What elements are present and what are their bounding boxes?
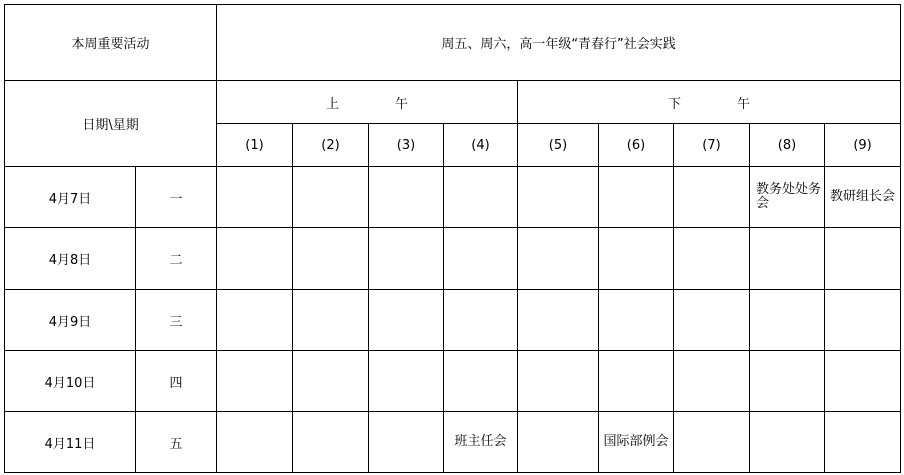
- weekday-cell: 五: [136, 412, 217, 473]
- schedule-cell: [674, 228, 750, 290]
- afternoon-header: 下 午: [518, 81, 901, 124]
- schedule-cell: [444, 351, 518, 412]
- schedule-cell: [369, 228, 444, 290]
- activity-text: 周五、周六，高一年级“青春行”社会实践: [217, 5, 901, 81]
- period-header: (6): [599, 124, 674, 167]
- half-day-row: [5, 81, 901, 124]
- schedule-cell: [674, 351, 750, 412]
- weekday-cell: 二: [136, 228, 217, 290]
- date-cell: 4月11日: [5, 412, 136, 473]
- period-header: (7): [674, 124, 750, 167]
- schedule-cell: [599, 167, 674, 228]
- schedule-cell: [825, 290, 901, 351]
- schedule-cell: [518, 290, 599, 351]
- table-row: [5, 167, 901, 228]
- schedule-cell: [217, 167, 293, 228]
- table-row: [5, 290, 901, 351]
- schedule-cell: [825, 412, 901, 473]
- period-header: (5): [518, 124, 599, 167]
- schedule-cell: [750, 228, 825, 290]
- weekly-schedule-table: [4, 4, 901, 473]
- schedule-cell: [599, 228, 674, 290]
- table-row: [5, 412, 901, 473]
- schedule-cell: [518, 167, 599, 228]
- schedule-cell: [293, 351, 369, 412]
- schedule-cell: [518, 351, 599, 412]
- schedule-cell: [293, 228, 369, 290]
- schedule-cell: [599, 351, 674, 412]
- schedule-cell: [293, 412, 369, 473]
- schedule-cell: [369, 412, 444, 473]
- schedule-cell: [674, 290, 750, 351]
- schedule-cell: [217, 290, 293, 351]
- date-cell: 4月7日: [5, 167, 136, 228]
- schedule-cell: [750, 351, 825, 412]
- schedule-cell: [217, 228, 293, 290]
- weekday-cell: 三: [136, 290, 217, 351]
- table-row: [5, 351, 901, 412]
- schedule-cell: [217, 351, 293, 412]
- schedule-cell: [444, 167, 518, 228]
- schedule-cell: [217, 412, 293, 473]
- period-header: (4): [444, 124, 518, 167]
- schedule-cell: [369, 290, 444, 351]
- schedule-cell: 教务处处务会: [750, 167, 825, 228]
- period-header: (1): [217, 124, 293, 167]
- schedule-cell: [825, 351, 901, 412]
- period-header: (9): [825, 124, 901, 167]
- date-cell: 4月9日: [5, 290, 136, 351]
- schedule-cell: [674, 167, 750, 228]
- schedule-cell: [369, 351, 444, 412]
- schedule-cell: [444, 228, 518, 290]
- date-cell: 4月10日: [5, 351, 136, 412]
- activity-label: 本周重要活动: [5, 5, 217, 81]
- weekday-cell: 四: [136, 351, 217, 412]
- period-header: (3): [369, 124, 444, 167]
- schedule-cell: [444, 290, 518, 351]
- period-header: (8): [750, 124, 825, 167]
- morning-header: 上 午: [217, 81, 518, 124]
- schedule-cell: [518, 228, 599, 290]
- date-weekday-header: 日期\星期: [5, 81, 217, 167]
- schedule-cell: [750, 412, 825, 473]
- schedule-cell: [369, 167, 444, 228]
- schedule-cell: [293, 290, 369, 351]
- schedule-cell: [518, 412, 599, 473]
- schedule-cell: 班主任会: [444, 412, 518, 473]
- schedule-cell: 国际部例会: [599, 412, 674, 473]
- schedule-cell: [599, 290, 674, 351]
- activity-row: [5, 5, 901, 81]
- period-header: (2): [293, 124, 369, 167]
- weekday-cell: 一: [136, 167, 217, 228]
- schedule-cell: 教研组长会: [825, 167, 901, 228]
- schedule-cell: [825, 228, 901, 290]
- schedule-cell: [674, 412, 750, 473]
- table-row: [5, 228, 901, 290]
- date-cell: 4月8日: [5, 228, 136, 290]
- schedule-cell: [293, 167, 369, 228]
- schedule-cell: [750, 290, 825, 351]
